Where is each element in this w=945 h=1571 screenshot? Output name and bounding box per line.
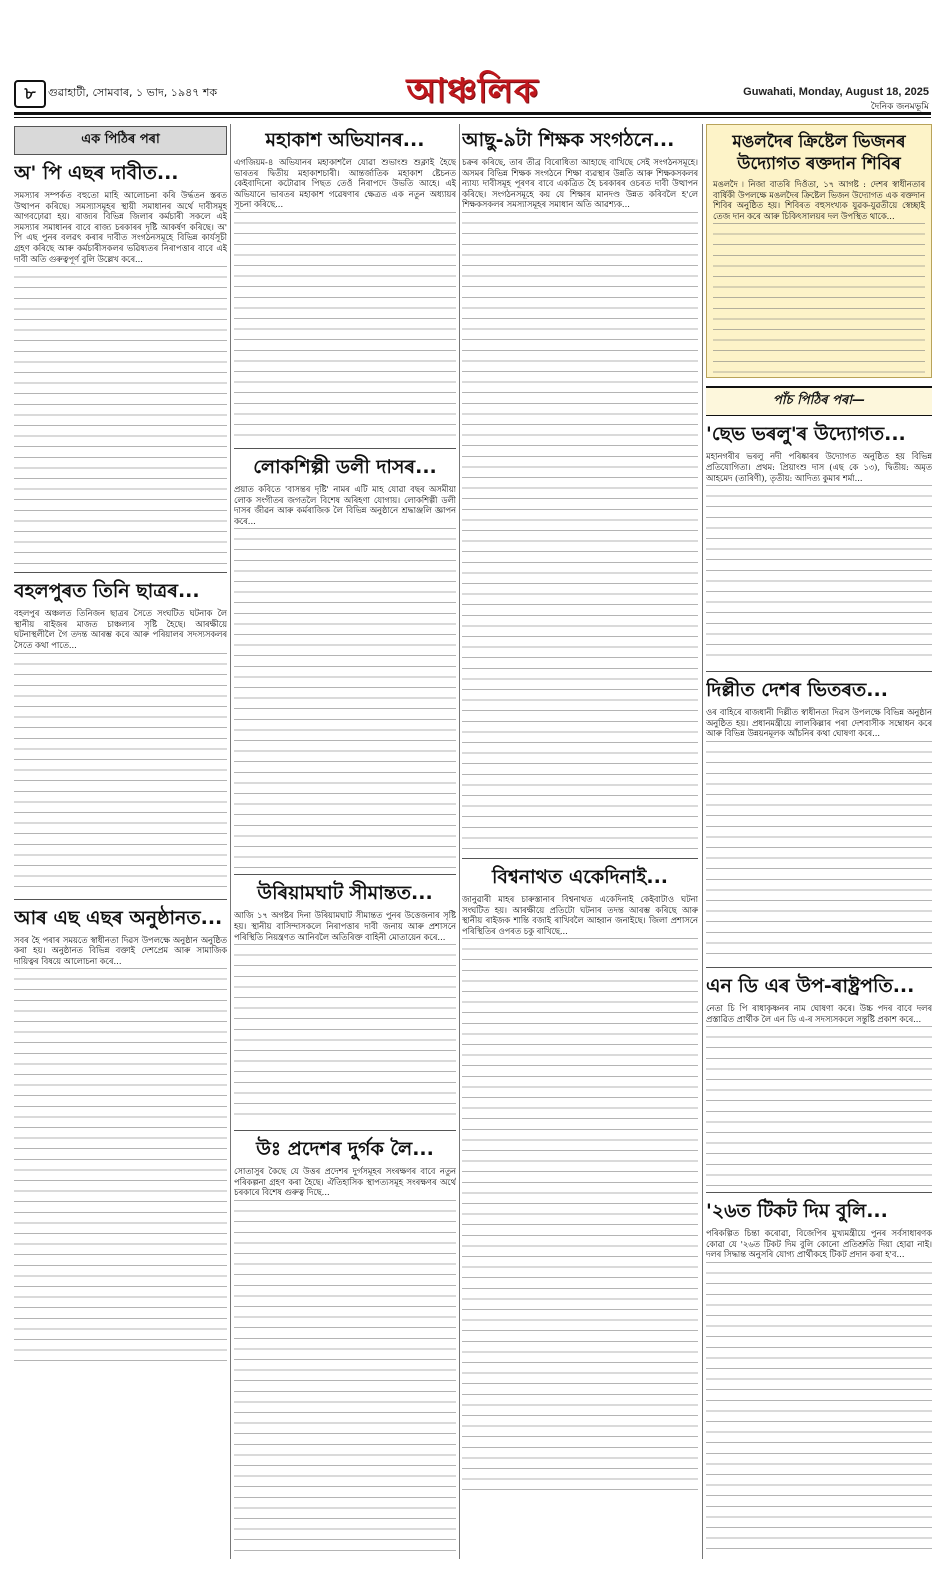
article-body-baholpur: বহলপুৰ অঞ্চলত তিনিজন ছাত্ৰৰ সৈতে সংঘটিত ঘটনাক লৈ স্থানীয় ৰাইজৰ মাজত চাঞ্চল্যৰ সৃষ্টি হৈছে। আৰক্ষীয়ে ঘটনাস্থলীলৈ গৈ তদন্ত আৰম্ভ কৰে আৰু পৰিয়ালৰ সদস্যসকলৰ সৈতে কথা পাতে...	[14, 608, 227, 650]
article-body-biswanath: জানুৱাৰী মাহৰ চাৰুস্তানাৰ বিশ্বনাথত একেদিনাই কেইবাটাও ঘটনা সংঘটিত হয়। আৰক্ষীয়ে প্ৰতিটো ঘটনাৰ তদন্ত আৰম্ভ কৰিছে আৰু স্থানীয় ৰাইজক শান্তি বজাই ৰাখিবলৈ আহ্বান জনাইছে। জিলা প্ৰশাসনে পৰিস্থিতিৰ ওপৰত চকু ৰাখিছে...	[462, 893, 698, 936]
article-body-space: এগজিয়ম-৪ অভিযানৰ মহাকাশলৈ যোৱা শুভাংশু শুক্লাই হৈছে ভাৰতৰ দ্বিতীয় মহাকাশচাৰী। আন্তৰ্জাতিক মহাকাশ ষ্টেচনত কেইবাদিনো কটোৱাৰ পিছত তেওঁ নিৰাপদে উভতি আহে। এই অভিযানে ভাৰতৰ মহাকাশ গৱেষণাৰ ক্ষেত্ৰত এক নতুন অধ্যায়ৰ সূচনা কৰিছে...	[234, 157, 456, 210]
paper-name: দৈনিক জনমভূমি	[870, 102, 929, 112]
article-body-forts: সোতাসুৰ কৈছে যে উত্তৰ প্ৰদেশৰ দুৰ্গসমূহৰ সংৰক্ষণৰ বাবে নতুন পৰিকল্পনা গ্ৰহণ কৰা হৈছে। ঐতিহাসিক স্থাপত্যসমূহ সংৰক্ষণৰ অৰ্থে চৰকাৰে বিশেষ গুৰুত্ব দিছে...	[234, 1166, 456, 1198]
divider	[462, 858, 698, 859]
headline-border: উৰিয়ামঘাট সীমান্তত...	[257, 882, 433, 905]
article-text-block	[234, 944, 456, 1124]
column-3	[462, 124, 698, 1559]
dateline-assamese: গুৱাহাটী, সোমবাৰ, ১ ভাদ, ১৯৪৭ শক	[48, 86, 218, 99]
headline-teacher-unions: আছু-৯টা শিক্ষক সংগঠনে...	[462, 129, 675, 151]
column-4	[706, 124, 932, 1559]
headline-rss: আৰ এছ এছৰ অনুষ্ঠানত...	[14, 906, 223, 929]
headline-baholpur: বহলপুৰত তিনি ছাত্ৰৰ...	[14, 580, 200, 603]
masthead-rule	[14, 112, 931, 115]
divider	[14, 899, 227, 900]
section-logo: আঞ্চলিক	[406, 71, 539, 111]
dateline-english: Guwahati, Monday, August 18, 2025	[743, 86, 929, 98]
headline-space-mission: মহাকাশ অভিযানৰ...	[265, 129, 425, 151]
headline-ticket: '২৬ত টিকট দিম বুলি...	[706, 1200, 888, 1223]
article-text-block	[713, 223, 925, 373]
article-text-block	[706, 485, 932, 665]
article-text-block	[706, 1262, 932, 1559]
column-rule	[230, 124, 231, 1559]
headline-nda-vp: এন ডি এৰ উপ-ৰাষ্ট্ৰপতি...	[706, 974, 915, 997]
divider	[234, 1130, 456, 1131]
continued-from-band: পাঁচ পিঠিৰ পৰা—	[706, 386, 932, 416]
divider	[234, 874, 456, 875]
article-text-block	[14, 266, 227, 566]
column-1	[14, 124, 227, 1559]
page-number: ৮	[14, 80, 46, 108]
continued-from-kicker: এক পিঠিৰ পৰা	[14, 126, 227, 155]
featured-box	[706, 124, 932, 378]
headline-biswanath: বিশ্বনাথত একেদিনাই...	[491, 865, 669, 888]
divider	[706, 1192, 932, 1193]
article-body-rss: সবৰ হৈ পৰাৰ সময়তে স্বাধীনতা দিৱস উপলক্ষে অনুষ্ঠান অনুষ্ঠিত কৰা হয়। অনুষ্ঠানত বিভিন্ন বক্তাই দেশপ্ৰেম আৰু সামাজিক দায়িত্বৰ বিষয়ে আলোচনা কৰে...	[14, 934, 227, 966]
article-text-block	[706, 1026, 932, 1186]
headline-blood-donation: মঙলদৈৰ ক্ৰিষ্টেল ভিজনৰ উদ্যোগত ৰক্তদান শিবিৰ	[732, 132, 906, 174]
column-rule	[702, 124, 703, 1559]
headline-ops: অ' পি এছৰ দাবীত...	[14, 162, 179, 184]
article-text-block	[234, 212, 456, 442]
headline-delhi: দিল্লীত দেশৰ ভিতৰত...	[706, 679, 888, 702]
article-body-ticket: পৰিকল্পিত চিন্তা কৰোৱা, বিজেপিৰ মুখ্যমন্ত্ৰীয়ে পুনৰ সৰ্বসাধাৰণক কোৱা যে '২৬ত টিকট দিম বুলি কোনো প্ৰতিশ্ৰুতি দিয়া হোৱা নাই। দলৰ সিদ্ধান্ত অনুসৰি যোগ্য প্ৰাৰ্থীকহে টিকট প্ৰদান কৰা হ'ব...	[706, 1228, 932, 1260]
article-body-border: আজি ১৭ অগষ্টৰ দিনা উৰিয়ামঘাট সীমান্তত পুনৰ উত্তেজনাৰ সৃষ্টি হয়। স্থানীয় বাসিন্দাসকলে নিৰাপত্তাৰ দাবী জনায় আৰু প্ৰশাসনে পৰিস্থিতি নিয়ন্ত্ৰণত আনিবলৈ অতিৰিক্ত বাহিনী মোতায়েন কৰে...	[234, 910, 456, 942]
article-text-block	[14, 968, 227, 1368]
article-body-ops: সমস্যাৰ সম্পৰ্কত বহুতো মাহি আলোচনা কৰি উৰ্দ্ধতন স্তৰত উত্থাপন কৰিছে। সমস্যাসমূহৰ স্থায়ী সমাধানৰ অৰ্থে দাবীসমূহ আগবঢ়োৱা হয়। ৰাজ্যৰ বিভিন্ন জিলাৰ কৰ্মচাৰী সকলে এই সমস্যাৰ সমাধানৰ বাবে ৰাজ্য চৰকাৰৰ দৃষ্টি আকৰ্ষণ কৰিছে। অ' পি এছ পুনৰ বলৱৎ কৰাৰ দাবীত সংগঠনসমূহে বিভিন্ন কাৰ্যসূচী গ্ৰহণ কৰিছে আৰু কৰ্মচাৰীসকলৰ ভৱিষ্যতৰ নিৰাপত্তাৰ বাবে এই দাবী অতি গুৰুত্বপূৰ্ণ বুলি উল্লেখ কৰে...	[14, 190, 227, 264]
article-body-folk: প্ৰয়াত কবিতে 'বাসন্তৰ দৃষ্টি' নামৰ এটি মাহ যোৱা বছৰ অসমীয়া লোক সংগীতৰ জগতলৈ বিশেষ অৰিহণা যোগায়। লোকশিল্পী ডলী দাসৰ জীৱন আৰু কৰ্মৰাজিক লৈ বিভিন্ন অনুষ্ঠানে শ্ৰদ্ধাঞ্জলি জ্ঞাপন কৰে...	[234, 483, 456, 526]
article-text-block	[462, 212, 698, 852]
article-body-nda: নেতা চি পি ৰাধাকৃষ্ণনৰ নাম ঘোষণা কৰে। উচ্চ পদৰ বাবে দলৰ প্ৰস্তাৱিত প্ৰাৰ্থীক লৈ এন ডি এ-ৰ সদস্যসকলে সন্তুষ্টি প্ৰকাশ কৰে...	[706, 1002, 932, 1024]
article-text-block	[462, 938, 698, 1498]
divider	[706, 671, 932, 672]
masthead-rule-thin	[14, 117, 931, 118]
article-text-block	[706, 741, 932, 961]
article-text-block	[234, 528, 456, 868]
divider	[14, 572, 227, 573]
divider	[706, 967, 932, 968]
article-body-delhi: ওৰ বাহিৰে ৰাজধানী দিল্লীত স্বাধীনতা দিৱস উপলক্ষে বিভিন্ন অনুষ্ঠান অনুষ্ঠিত হয়। প্ৰধানমন্ত্ৰীয়ে লালকিল্লাৰ পৰা দেশবাসীক সম্বোধন কৰে আৰু বিভিন্ন উন্নয়নমূলক আঁচনিৰ কথা ঘোষণা কৰে...	[706, 707, 932, 739]
headline-up-forts: উঃ প্ৰদেশৰ দুৰ্গক লৈ...	[256, 1138, 434, 1161]
article-text-block	[234, 1200, 456, 1559]
article-body-blood-donation: মঙলদৈ ৷ নিজা বাতৰি দিওঁতা, ১৭ আগষ্ট : দেশৰ স্বাধীনতাৰ বাৰ্ষিকী উপলক্ষে মঙলদৈৰ ক্ৰিষ্টেল ভিজন উদ্যোগত এক ৰক্তদান শিবিৰ অনুষ্ঠিত হয়। শিবিৰত বহুসংখ্যক যুৱক-যুৱতীয়ে স্বেচ্ছাই তেজ দান কৰে আৰু চিকিৎসালয়ৰ দল উপস্থিত থাকে...	[713, 179, 925, 221]
divider	[234, 448, 456, 449]
column-2	[234, 124, 456, 1559]
article-text-block	[14, 653, 227, 893]
article-body-bharalu: মহানগৰীৰ ভৰলু নদী পৰিষ্কাৰৰ উদ্যোগত অনুষ্ঠিত হয় বিভিন্ন প্ৰতিযোগিতা। প্ৰথম: প্ৰিয়াংশু দাস (এছ কে ১৩), দ্বিতীয়: অমৃত আহমেদ (তাৰিণী), তৃতীয়: আদিত্য কুমাৰ শৰ্মা...	[706, 451, 932, 483]
article-body-teachers: চক্ৰৰ কৰিছে, তাৰ তীব্ৰ বিৰোধিতা আহাছে বাখিছে সেই সংগঠনসমূহে। অসমৰ বিভিন্ন শিক্ষক সংগঠনে শিক্ষা ব্যৱস্থাৰ উন্নতি আৰু শিক্ষকসকলৰ ন্যায্য দাবীসমূহ পূৰণৰ বাবে একত্ৰিত হৈ চৰকাৰৰ ওচৰত দাবী উত্থাপন কৰিছে। সংগঠনসমূহে কয় যে শিক্ষাৰ মানদণ্ড উন্নত কৰিবলৈ হ'লে শিক্ষকসকলৰ সমস্যাসমূহৰ সমাধান অতি আৱশ্যক...	[462, 157, 698, 210]
headline-folk-artist: লোকশিল্পী ডলী দাসৰ...	[253, 455, 437, 478]
headline-save-bharalu: 'ছেভ ভৰলু'ৰ উদ্যোগত...	[706, 423, 906, 446]
column-rule	[459, 124, 460, 1559]
